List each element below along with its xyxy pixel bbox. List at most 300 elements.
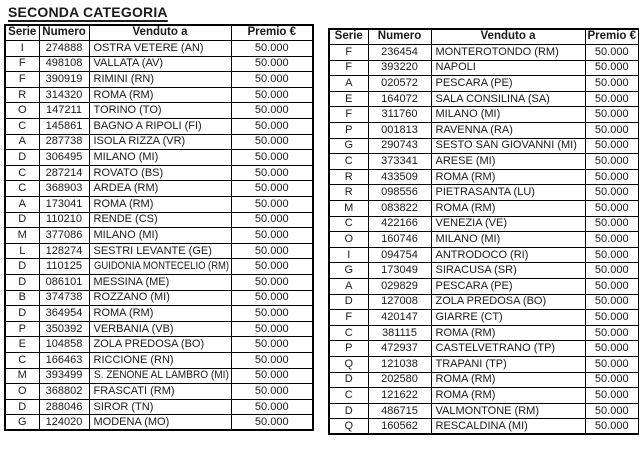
serie-cell: C xyxy=(5,181,39,197)
premio-cell: 50.000 xyxy=(585,185,639,201)
venduto-text: MILANO (MI) xyxy=(435,108,501,121)
numero-cell: 124020 xyxy=(39,415,89,431)
premio-cell: 50.000 xyxy=(231,87,313,103)
venduto-text: CASTELVETRANO (TP) xyxy=(435,342,556,355)
premio-cell: 50.000 xyxy=(231,150,313,166)
serie-cell: F xyxy=(329,45,368,61)
numero-cell: 166463 xyxy=(39,352,89,368)
premio-cell: 50.000 xyxy=(231,337,313,353)
prize-table-right-wrap xyxy=(328,28,638,435)
premio-cell: 50.000 xyxy=(231,259,313,275)
table-row xyxy=(329,232,639,248)
table-row xyxy=(5,197,313,213)
venduto-text: RAVENNA (RA) xyxy=(435,123,513,136)
venduto-text: SIROR (TN) xyxy=(93,400,154,413)
venduto-text: ANTRODOCO (RI) xyxy=(435,248,529,261)
venduto-cell xyxy=(431,232,585,248)
numero-cell: 110210 xyxy=(39,212,89,228)
table-header-row xyxy=(5,25,313,41)
venduto-cell xyxy=(89,352,231,368)
venduto-text: ROVATO (BS) xyxy=(93,166,164,179)
venduto-cell xyxy=(431,123,585,139)
premio-cell: 50.000 xyxy=(231,415,313,431)
serie-cell: P xyxy=(5,321,39,337)
numero-cell: 486715 xyxy=(368,403,431,419)
table-row xyxy=(329,216,639,232)
venduto-text: ZOLA PREDOSA (BO) xyxy=(435,295,547,308)
numero-cell: 160562 xyxy=(368,419,431,435)
premio-cell: 50.000 xyxy=(231,119,313,135)
premio-cell: 50.000 xyxy=(585,341,639,357)
serie-cell: R xyxy=(5,87,39,103)
serie-cell: I xyxy=(5,41,39,57)
table-row xyxy=(329,419,639,435)
premio-cell: 50.000 xyxy=(585,216,639,232)
venduto-text: FRASCATI (RM) xyxy=(93,384,175,397)
table-row xyxy=(329,325,639,341)
numero-cell: 164072 xyxy=(368,91,431,107)
venduto-text: ROZZANO (MI) xyxy=(93,291,170,304)
premio-cell: 50.000 xyxy=(231,275,313,291)
venduto-cell xyxy=(89,306,231,322)
premio-cell: 50.000 xyxy=(231,41,313,57)
venduto-text: ROMA (RM) xyxy=(435,388,496,401)
venduto-text: PESCARA (PE) xyxy=(435,77,513,90)
serie-cell: O xyxy=(5,384,39,400)
numero-cell: 368802 xyxy=(39,384,89,400)
premio-cell: 50.000 xyxy=(231,321,313,337)
serie-cell: D xyxy=(329,294,368,310)
serie-cell: F xyxy=(5,56,39,72)
numero-cell: 110125 xyxy=(39,259,89,275)
venduto-cell xyxy=(431,138,585,154)
page-title: SECONDA CATEGORIA xyxy=(8,4,168,20)
venduto-text: MONTEROTONDO (RM) xyxy=(435,45,559,58)
venduto-cell xyxy=(431,372,585,388)
venduto-text: RIMINI (RN) xyxy=(93,73,154,86)
numero-cell: 287738 xyxy=(39,134,89,150)
table-row xyxy=(5,134,313,150)
venduto-text: TORINO (TO) xyxy=(93,104,162,117)
numero-cell: 314320 xyxy=(39,87,89,103)
venduto-text: VENEZIA (VE) xyxy=(435,217,508,230)
premio-cell: 50.000 xyxy=(231,228,313,244)
table-row xyxy=(5,41,313,57)
venduto-cell xyxy=(431,356,585,372)
numero-cell: 472937 xyxy=(368,341,431,357)
venduto-text: SALA CONSILINA (SA) xyxy=(435,92,550,105)
venduto-cell xyxy=(431,107,585,123)
serie-cell: C xyxy=(329,325,368,341)
serie-cell: F xyxy=(329,60,368,76)
serie-cell: Q xyxy=(329,419,368,435)
venduto-cell xyxy=(431,388,585,404)
premio-cell: 50.000 xyxy=(585,263,639,279)
venduto-text: RICCIONE (RN) xyxy=(93,353,174,366)
table-row xyxy=(5,103,313,119)
premio-cell: 50.000 xyxy=(585,154,639,170)
serie-cell: A xyxy=(329,76,368,92)
serie-cell: I xyxy=(329,247,368,263)
venduto-text: GIARRE (CT) xyxy=(435,310,503,323)
numero-cell: 377086 xyxy=(39,228,89,244)
venduto-cell xyxy=(431,263,585,279)
serie-cell: C xyxy=(329,216,368,232)
venduto-cell xyxy=(431,91,585,107)
table-row xyxy=(5,259,313,275)
table-row xyxy=(5,243,313,259)
serie-cell: R xyxy=(329,169,368,185)
premio-cell: 50.000 xyxy=(585,45,639,61)
serie-cell: C xyxy=(5,352,39,368)
premio-cell: 50.000 xyxy=(585,123,639,139)
numero-cell: 350392 xyxy=(39,321,89,337)
venduto-cell xyxy=(431,169,585,185)
serie-cell: C xyxy=(5,165,39,181)
table-row xyxy=(5,181,313,197)
table-row xyxy=(5,275,313,291)
numero-cell: 374738 xyxy=(39,290,89,306)
venduto-cell xyxy=(89,321,231,337)
venduto-text: ARDEA (RM) xyxy=(93,182,159,195)
venduto-text: VALMONTONE (RM) xyxy=(435,404,539,417)
venduto-text: OSTRA VETERE (AN) xyxy=(93,41,204,54)
venduto-cell xyxy=(89,103,231,119)
venduto-cell xyxy=(431,216,585,232)
numero-cell: 420147 xyxy=(368,310,431,326)
serie-cell: D xyxy=(5,259,39,275)
venduto-cell xyxy=(89,384,231,400)
numero-cell: 422166 xyxy=(368,216,431,232)
venduto-cell xyxy=(431,279,585,295)
numero-cell: 274888 xyxy=(39,41,89,57)
premio-cell: 50.000 xyxy=(585,419,639,435)
serie-cell: C xyxy=(329,154,368,170)
venduto-text: MODENA (MO) xyxy=(93,415,170,428)
premio-cell: 50.000 xyxy=(585,310,639,326)
numero-cell: 173041 xyxy=(39,197,89,213)
premio-cell: 50.000 xyxy=(231,368,313,384)
table-row xyxy=(329,45,639,61)
venduto-text: PESCARA (PE) xyxy=(435,279,513,292)
numero-cell: 393499 xyxy=(39,368,89,384)
venduto-text: ROMA (RM) xyxy=(435,170,496,183)
numero-cell: 173049 xyxy=(368,263,431,279)
serie-cell: A xyxy=(329,279,368,295)
column-header-venduto: Venduto a xyxy=(89,25,231,41)
premio-cell: 50.000 xyxy=(585,372,639,388)
table-row xyxy=(5,306,313,322)
serie-cell: Q xyxy=(329,356,368,372)
numero-cell: 160746 xyxy=(368,232,431,248)
table-row xyxy=(329,91,639,107)
venduto-cell xyxy=(89,165,231,181)
venduto-text: ROMA (RM) xyxy=(435,373,496,386)
table-row xyxy=(5,352,313,368)
venduto-cell xyxy=(431,419,585,435)
venduto-text: BAGNO A RIPOLI (FI) xyxy=(93,119,202,132)
numero-cell: 390919 xyxy=(39,72,89,88)
table-row xyxy=(329,169,639,185)
premio-cell: 50.000 xyxy=(231,56,313,72)
venduto-text: SESTO SAN GIOVANNI (MI) xyxy=(435,139,577,152)
venduto-cell xyxy=(89,134,231,150)
venduto-text: MILANO (MI) xyxy=(93,229,159,242)
serie-cell: P xyxy=(329,341,368,357)
numero-cell: 368903 xyxy=(39,181,89,197)
table-row xyxy=(5,56,313,72)
serie-cell: B xyxy=(5,290,39,306)
table-row xyxy=(329,76,639,92)
venduto-cell xyxy=(89,150,231,166)
column-header-serie: Serie xyxy=(329,29,368,45)
table-row xyxy=(329,388,639,404)
serie-cell: D xyxy=(5,150,39,166)
venduto-cell xyxy=(431,45,585,61)
venduto-text: ROMA (RM) xyxy=(435,326,496,339)
venduto-text: ROMA (RM) xyxy=(435,201,496,214)
numero-cell: 288046 xyxy=(39,399,89,415)
table-row xyxy=(329,356,639,372)
premio-cell: 50.000 xyxy=(231,165,313,181)
premio-cell: 50.000 xyxy=(585,403,639,419)
table-row xyxy=(329,154,639,170)
venduto-text: VERBANIA (VB) xyxy=(93,322,174,335)
premio-cell: 50.000 xyxy=(585,201,639,217)
column-header-serie: Serie xyxy=(5,25,39,41)
table-row xyxy=(5,321,313,337)
venduto-text: NAPOLI xyxy=(435,61,476,74)
serie-cell: F xyxy=(5,72,39,88)
serie-cell: G xyxy=(5,415,39,431)
table-row xyxy=(5,384,313,400)
table-row xyxy=(5,165,313,181)
table-body-right xyxy=(329,45,639,435)
numero-cell: 121622 xyxy=(368,388,431,404)
table-row xyxy=(329,279,639,295)
premio-cell: 50.000 xyxy=(585,107,639,123)
prize-table-left xyxy=(4,24,314,431)
venduto-text: ROMA (RM) xyxy=(93,306,154,319)
premio-cell: 50.000 xyxy=(585,169,639,185)
venduto-cell xyxy=(89,56,231,72)
serie-cell: D xyxy=(5,306,39,322)
numero-cell: 306495 xyxy=(39,150,89,166)
table-row xyxy=(5,228,313,244)
table-row xyxy=(329,60,639,76)
table-row xyxy=(329,341,639,357)
table-row xyxy=(329,138,639,154)
numero-cell: 083822 xyxy=(368,201,431,217)
serie-cell: P xyxy=(329,123,368,139)
serie-cell: L xyxy=(5,243,39,259)
premio-cell: 50.000 xyxy=(585,76,639,92)
serie-cell: G xyxy=(329,263,368,279)
venduto-cell xyxy=(89,399,231,415)
serie-cell: D xyxy=(329,403,368,419)
premio-cell: 50.000 xyxy=(231,243,313,259)
table-row xyxy=(5,415,313,431)
premio-cell: 50.000 xyxy=(231,212,313,228)
venduto-text: PIETRASANTA (LU) xyxy=(435,186,535,199)
numero-cell: 145861 xyxy=(39,119,89,135)
serie-cell: D xyxy=(5,212,39,228)
column-header-premio: Premio € xyxy=(585,29,639,45)
premio-cell: 50.000 xyxy=(585,279,639,295)
numero-cell: 287214 xyxy=(39,165,89,181)
numero-cell: 121038 xyxy=(368,356,431,372)
premio-cell: 50.000 xyxy=(231,306,313,322)
venduto-cell xyxy=(89,275,231,291)
numero-cell: 127008 xyxy=(368,294,431,310)
table-row xyxy=(5,87,313,103)
venduto-text: RENDE (CS) xyxy=(93,213,158,226)
table-row xyxy=(329,123,639,139)
venduto-text: GUIDONIA MONTECELIO (RM) xyxy=(93,260,229,273)
venduto-cell xyxy=(89,87,231,103)
venduto-text: RESCALDINA (MI) xyxy=(435,419,528,432)
venduto-text: ROMA (RM) xyxy=(93,88,154,101)
numero-cell: 104858 xyxy=(39,337,89,353)
numero-cell: 094754 xyxy=(368,247,431,263)
premio-cell: 50.000 xyxy=(585,356,639,372)
numero-cell: 433509 xyxy=(368,169,431,185)
venduto-text: ZOLA PREDOSA (BO) xyxy=(93,338,205,351)
venduto-text: MESSINA (ME) xyxy=(93,275,170,288)
premio-cell: 50.000 xyxy=(231,181,313,197)
table-header-row xyxy=(329,29,639,45)
numero-cell: 020572 xyxy=(368,76,431,92)
premio-cell: 50.000 xyxy=(585,388,639,404)
numero-cell: 128274 xyxy=(39,243,89,259)
numero-cell: 202580 xyxy=(368,372,431,388)
table-row xyxy=(329,201,639,217)
table-row xyxy=(5,290,313,306)
serie-cell: C xyxy=(5,119,39,135)
serie-cell: C xyxy=(329,388,368,404)
numero-cell: 373341 xyxy=(368,154,431,170)
serie-cell: D xyxy=(5,275,39,291)
premio-cell: 50.000 xyxy=(231,352,313,368)
venduto-text: MILANO (MI) xyxy=(435,233,501,246)
premio-cell: 50.000 xyxy=(585,138,639,154)
column-header-premio: Premio € xyxy=(231,25,313,41)
premio-cell: 50.000 xyxy=(231,197,313,213)
serie-cell: F xyxy=(329,107,368,123)
numero-cell: 086101 xyxy=(39,275,89,291)
venduto-text: SESTRI LEVANTE (GE) xyxy=(93,244,212,257)
venduto-cell xyxy=(89,259,231,275)
venduto-cell xyxy=(89,290,231,306)
serie-cell: D xyxy=(329,372,368,388)
venduto-cell xyxy=(431,341,585,357)
table-row xyxy=(5,72,313,88)
serie-cell: D xyxy=(5,399,39,415)
prize-table-right xyxy=(328,28,639,435)
venduto-text: VALLATA (AV) xyxy=(93,57,163,70)
numero-cell: 147211 xyxy=(39,103,89,119)
venduto-cell xyxy=(89,212,231,228)
table-row xyxy=(5,399,313,415)
numero-cell: 364954 xyxy=(39,306,89,322)
premio-cell: 50.000 xyxy=(585,247,639,263)
serie-cell: M xyxy=(5,368,39,384)
venduto-cell xyxy=(431,154,585,170)
serie-cell: R xyxy=(329,185,368,201)
venduto-cell xyxy=(89,197,231,213)
serie-cell: O xyxy=(5,103,39,119)
serie-cell: E xyxy=(329,91,368,107)
table-row xyxy=(329,107,639,123)
serie-cell: G xyxy=(329,138,368,154)
venduto-cell xyxy=(89,228,231,244)
table-row xyxy=(5,368,313,384)
venduto-cell xyxy=(431,403,585,419)
prize-table-left-wrap xyxy=(4,24,312,431)
column-header-numero: Numero xyxy=(368,29,431,45)
venduto-cell xyxy=(89,119,231,135)
venduto-cell xyxy=(431,294,585,310)
table-row xyxy=(5,212,313,228)
serie-cell: O xyxy=(329,232,368,248)
venduto-cell xyxy=(431,201,585,217)
table-row xyxy=(329,263,639,279)
table-row xyxy=(329,247,639,263)
numero-cell: 381115 xyxy=(368,325,431,341)
venduto-text: ISOLA RIZZA (VR) xyxy=(93,135,186,148)
venduto-text: MILANO (MI) xyxy=(93,151,159,164)
table-row xyxy=(329,403,639,419)
premio-cell: 50.000 xyxy=(231,103,313,119)
table-row xyxy=(329,294,639,310)
table-row xyxy=(329,310,639,326)
table-body-left xyxy=(5,41,313,431)
venduto-cell xyxy=(89,337,231,353)
venduto-cell xyxy=(89,368,231,384)
venduto-cell xyxy=(431,247,585,263)
venduto-text: ARESE (MI) xyxy=(435,155,496,168)
serie-cell: A xyxy=(5,197,39,213)
serie-cell: M xyxy=(329,201,368,217)
venduto-cell xyxy=(431,325,585,341)
table-row xyxy=(329,185,639,201)
column-header-numero: Numero xyxy=(39,25,89,41)
numero-cell: 290743 xyxy=(368,138,431,154)
premio-cell: 50.000 xyxy=(585,60,639,76)
venduto-text: ROMA (RM) xyxy=(93,197,154,210)
premio-cell: 50.000 xyxy=(585,294,639,310)
venduto-text: S. ZENONE AL LAMBRO (MI) xyxy=(93,369,229,382)
venduto-cell xyxy=(89,243,231,259)
venduto-cell xyxy=(431,185,585,201)
serie-cell: F xyxy=(329,310,368,326)
numero-cell: 236454 xyxy=(368,45,431,61)
premio-cell: 50.000 xyxy=(231,134,313,150)
premio-cell: 50.000 xyxy=(231,72,313,88)
serie-cell: E xyxy=(5,337,39,353)
venduto-cell xyxy=(89,415,231,431)
numero-cell: 029829 xyxy=(368,279,431,295)
premio-cell: 50.000 xyxy=(231,384,313,400)
venduto-text: TRAPANI (TP) xyxy=(435,357,507,370)
table-row xyxy=(329,372,639,388)
numero-cell: 393220 xyxy=(368,60,431,76)
venduto-cell xyxy=(431,76,585,92)
numero-cell: 498108 xyxy=(39,56,89,72)
premio-cell: 50.000 xyxy=(585,325,639,341)
table-row xyxy=(5,119,313,135)
venduto-cell xyxy=(89,181,231,197)
